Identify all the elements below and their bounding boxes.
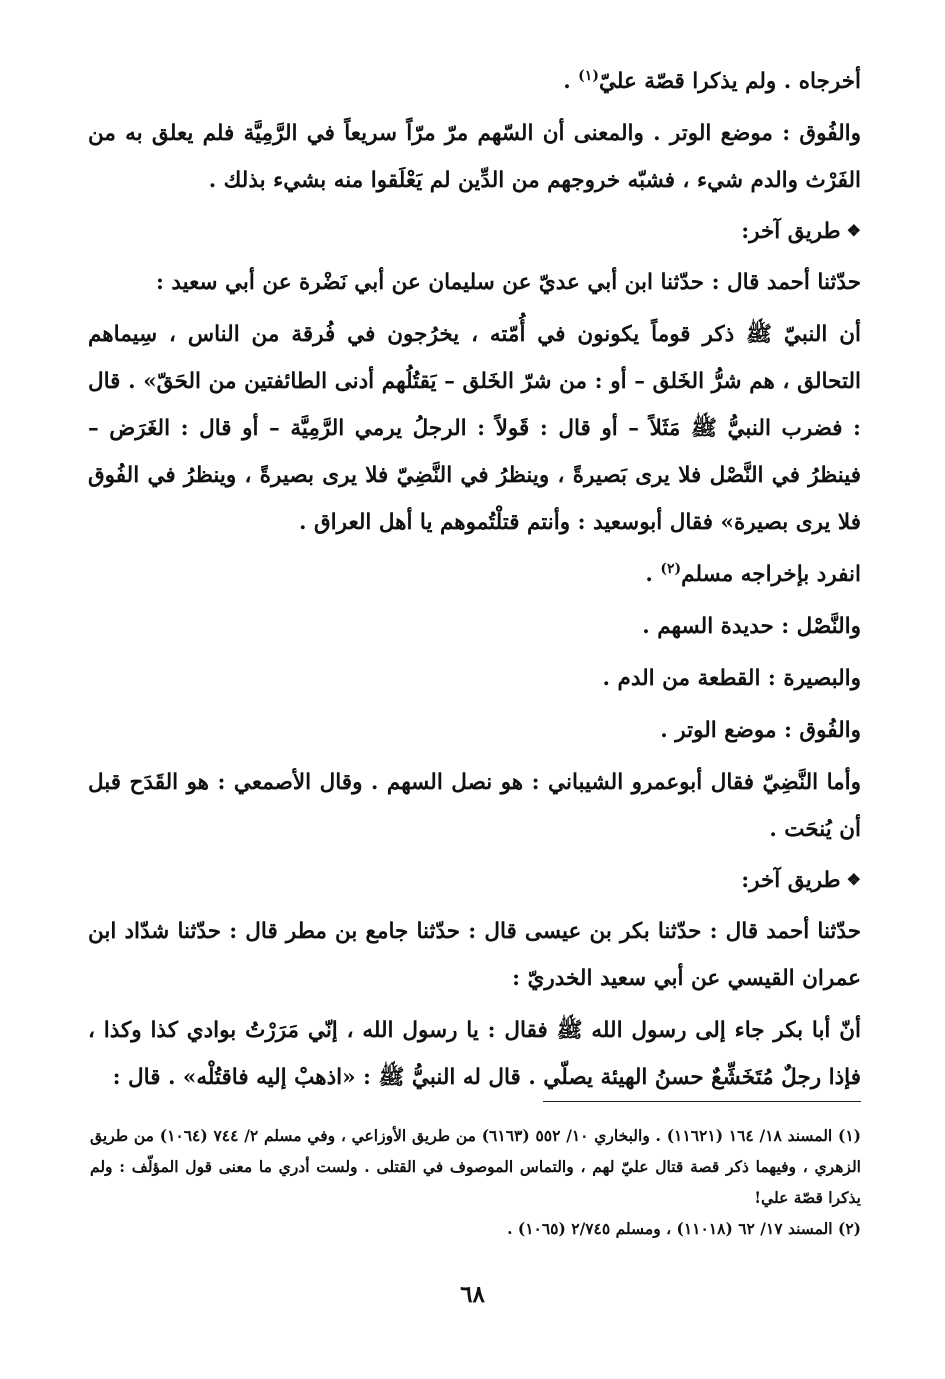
diamond-bullet-icon: ❖ bbox=[846, 221, 861, 240]
footnote-ref-1[interactable]: (١) bbox=[578, 67, 599, 84]
paragraph-1 bbox=[88, 58, 861, 105]
section-heading-1 bbox=[88, 209, 861, 255]
paragraph-5-end: . bbox=[645, 562, 661, 587]
paragraph-9: وأما النَّضِيّ فقال أبوعمرو الشيباني : هو نصل السهم . وقال الأصمعي : هو القَدَح قبل أن يُنحَت . bbox=[88, 770, 861, 842]
footnote-1: (١) المسند ١٨/ ١٦٤ (١١٦٢١) . والبخاري ١٠/ ٥٥٢ (٦١٦٣) من طريق الأوزاعي ، وفي مسلم ٢/ ٧٤٤ (١٠٦٤) من طريق الزهري ، وفيهما ذكر قصة قتال عليّ لهم ، والتماس الموصوف في القتلى . ولست أدري ما معنى قول المؤلّف : ولم يذكرا قصّة علي! bbox=[90, 1126, 861, 1207]
paragraph-5-text: انفرد بإخراجه مسلم bbox=[681, 562, 861, 587]
footnote-ref-2[interactable]: (٢) bbox=[660, 560, 682, 577]
paragraph-8: والفُوق : موضع الوتر . bbox=[660, 718, 861, 743]
section-heading-2 bbox=[88, 858, 861, 904]
paragraph-5 bbox=[88, 551, 861, 598]
footnote-2: (٢) المسند ١٧/ ٦٢ (١١٠١٨) ، ومسلم ٢/٧٤٥ (١٠٦٥) . bbox=[507, 1219, 861, 1238]
paragraph-4: أن النبيّ ﷺ ذكر قوماً يكونون في أُمّته ، يخرُجون في فُرقة من الناس ، سِيماهم التحالق ، هم شرُّ الخَلق – أو : من شرّ الخَلق – يَقتُلُهم أدنى الطائفتين من الحَقّ» . قال : فضرب النبيُّ ﷺ مَثَلاً – أو قال : قَولاً : الرجلُ يرمي الرَّمِيَّة – أو قال : الغَرَض – فينظرُ في النَّصْل فلا يرى بَصيرةً ، وينظرُ في النَّضِيّ فلا يرى بصيرةً ، وينظرُ في الفُوق فلا يرى بصيرة» فقال أبوسعيد : وأنتم قتلْتُموهم يا أهل العراق . bbox=[88, 322, 861, 535]
paragraph-7: والبصيرة : القطعة من الدم . bbox=[602, 666, 861, 691]
footnotes bbox=[90, 1120, 861, 1244]
paragraph-1-text: أخرجاه . ولم يذكرا قصّة عليّ bbox=[598, 69, 861, 94]
section-heading-2-text: طريق آخر: bbox=[741, 868, 841, 893]
footnote-separator bbox=[543, 1101, 861, 1102]
paragraph-2: والفُوق : موضع الوتر . والمعنى أن السّهم مرّ مرّاً سريعاً في الرَّمِيَّة فلم يعلق به من الفَرْث والدم شيء ، فشبّه خروجهم من الدِّين لم يَعْلَقوا منه بشيء بذلك . bbox=[88, 121, 861, 193]
paragraph-10: حدّثنا أحمد قال : حدّثنا بكر بن عيسى قال : حدّثنا جامع بن مطر قال : حدّثنا شدّاد ابن عمران القيسي عن أبي سعيد الخدريّ : bbox=[88, 919, 861, 991]
paragraph-11: أنّ أبا بكر جاء إلى رسول الله ﷺ فقال : يا رسول الله ، إنّي مَرَرْتُ بوادي كذا وكذا ، فإذا رجلٌ مُتَخَشِّعٌ حسنُ الهيئة يصلّي . قال له النبيُّ ﷺ : «اذهبْ إليه فاقتُلْه» . قال : bbox=[88, 1018, 861, 1090]
main-text bbox=[88, 58, 861, 1106]
paragraph-6: والنَّصْل : حديدة السهم . bbox=[642, 614, 861, 639]
paragraph-3: حدّثنا أحمد قال : حدّثنا ابن أبي عديّ عن سليمان عن أبي نَضْرة عن أبي سعيد : bbox=[155, 270, 861, 295]
paragraph-1-end: . bbox=[563, 69, 579, 94]
diamond-bullet-icon: ❖ bbox=[846, 870, 861, 889]
page-number: ٦٨ bbox=[460, 1281, 485, 1308]
section-heading-1-text: طريق آخر: bbox=[741, 219, 841, 244]
